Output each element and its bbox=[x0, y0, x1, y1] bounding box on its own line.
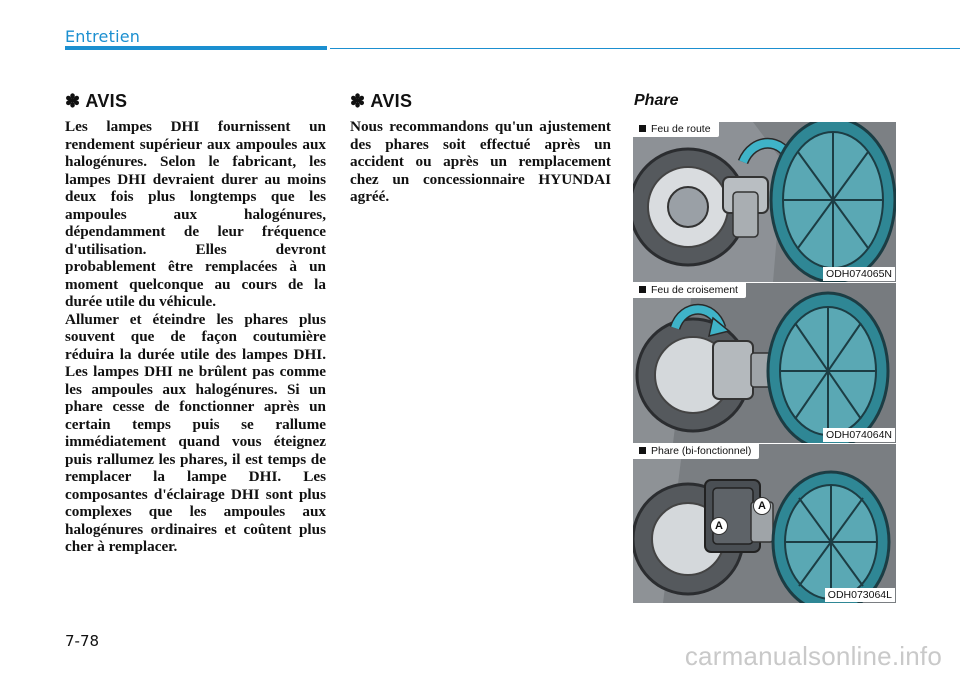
phare-title: Phare bbox=[634, 92, 679, 109]
headlamp-illustration bbox=[633, 444, 896, 603]
notice-heading-label: AVIS bbox=[85, 91, 128, 111]
page-number: 7-78 bbox=[65, 632, 100, 650]
headlamp-illustration bbox=[633, 283, 896, 443]
figure-code: ODH074065N bbox=[823, 267, 895, 281]
figure-phare-bi-fonctionnel bbox=[633, 444, 896, 603]
bullet-square-icon bbox=[639, 447, 646, 454]
figure-caption-label: Feu de route bbox=[651, 123, 711, 135]
figure-code: ODH073064L bbox=[825, 588, 895, 602]
figure-code: ODH074064N bbox=[823, 428, 895, 442]
middle-notice-heading bbox=[350, 91, 412, 112]
left-notice-paragraph-2: Allumer et éteindre les phares plus souvent que de façon coutumière réduira la durée utile des lampes DHI. Les lampes DHI ne brûlent pas comme les ampoules aux halogénures. Si un phare cesse de fonctionner après un certain temps puis se rallume immédiatement quand vous éteignez puis rallumez les phares, il est temps de remplacer la lampe DHI. Les composantes d'éclairage DHI sont plus complexes que les ampoules aux halogénures ordinaires et coûtent plus cher à remplacer. bbox=[65, 310, 326, 555]
left-notice-paragraph-1: Les lampes DHI fournissent un rendement supérieur aux ampoules aux halogénures. Selon le fabricant, les lampes DHI devraient durer au moins deux fois plus longtemps que les ampoules aux halogénures, dépendamment de leur fréquence d'utilisation. Elles devront probablement être remplacées à un moment quelconque au cours de la durée utile du véhicule. bbox=[65, 118, 326, 310]
star-icon: ✽ bbox=[350, 91, 366, 111]
notice-heading-label: AVIS bbox=[370, 91, 413, 111]
header-rule-thick bbox=[65, 46, 327, 50]
header-rule-thin bbox=[330, 48, 960, 49]
headlamp-illustration bbox=[633, 122, 896, 282]
figure-feu-de-croisement bbox=[633, 283, 896, 443]
figure-caption bbox=[633, 122, 719, 137]
star-icon: ✽ bbox=[65, 91, 81, 111]
callout-marker: A bbox=[753, 497, 771, 515]
figure-feu-de-route bbox=[633, 122, 896, 282]
bullet-square-icon bbox=[639, 286, 646, 293]
section-title: Entretien bbox=[65, 27, 141, 46]
figure-caption-label: Phare (bi-fonctionnel) bbox=[651, 445, 752, 457]
bullet-square-icon bbox=[639, 125, 646, 132]
middle-notice-body bbox=[350, 118, 611, 206]
watermark: carmanualsonline.info bbox=[684, 641, 942, 671]
callout-marker: A bbox=[710, 517, 728, 535]
figure-caption-label: Feu de croisement bbox=[651, 284, 738, 296]
middle-notice-paragraph-1: Nous recommandons qu'un ajustement des phares soit effectué après un accident ou après un remplacement chez un concessionnaire HYUNDAI agréé. bbox=[350, 118, 611, 205]
left-notice-heading bbox=[65, 91, 127, 112]
figure-caption bbox=[633, 283, 746, 298]
left-notice-body bbox=[65, 118, 326, 556]
figure-caption bbox=[633, 444, 759, 459]
